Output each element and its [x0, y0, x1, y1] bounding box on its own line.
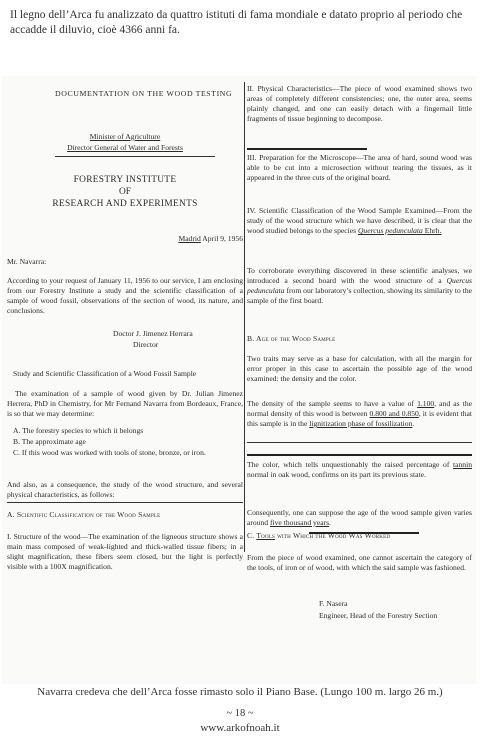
- consequently-text: [247, 508, 472, 528]
- institute-line-1: FORESTRY INSTITUTE: [73, 175, 177, 185]
- item-c: C. If this wood was worked with tools of stone, bronze, or iron.: [13, 448, 206, 457]
- consequently-years: five thousand years: [270, 518, 330, 527]
- consequently-part-2: .: [329, 518, 331, 527]
- section-a-heading: A. Scientific Classification of the Wood Sample: [7, 510, 161, 519]
- color-part-2: normal in oak wood, confirms on its part its previous state.: [247, 470, 426, 479]
- tools-text: From the piece of wood examined, one cannot ascertain the category of the tools, of iron or of wood, with which the said sample was fashioned.: [247, 553, 472, 572]
- minister-line: Minister of Agriculture: [89, 132, 161, 141]
- density-part-3: , it is evident that this sample is in the: [247, 409, 473, 428]
- structure-text: I. Structure of the wood—The examination of the ligneous structure shows a main mass composed of weak-lighted and thick-walled tissue fibers; in a slight magnification, these fibers seem closed, but the light is perfectly visible with a 100X magnification.: [7, 532, 243, 571]
- column-divider: [244, 82, 245, 552]
- section-c-rest: with Which the Wood Was Worked: [275, 531, 391, 540]
- density-text: [247, 399, 472, 429]
- section-rule: [7, 502, 243, 503]
- footer-website: www.arkofnoah.it: [200, 722, 280, 734]
- date-rest: April 9, 1956: [200, 234, 243, 243]
- letterhead-rule: [55, 156, 215, 157]
- density-range: 0.800 and 0.850: [369, 409, 419, 418]
- pen-mark-2: [247, 454, 472, 456]
- study-title: Study and Scientific Classification of a Wood Fossil Sample: [13, 369, 197, 378]
- preparation-text: III. Preparation for the Microscope—The area of hard, sound wood was able to be cut into a microsection without tearing the tissues, as it appeared in the three cuts of the original board.: [247, 153, 472, 182]
- letter-date: [7, 234, 243, 244]
- intro-paragraph: Il legno dell’Arca fu analizzato da quattro istituti di fama mondiale e datato proprio al periodo che accadde il diluvio, cioè 4366 anni fa.: [10, 9, 463, 36]
- species-author: Ehrh.: [422, 226, 442, 235]
- corroborate-post: from our laboratory’s collection, showing its similarity to the sample of the first board.: [247, 286, 472, 305]
- density-part-2: , and as the normal density of this wood is between: [247, 399, 472, 418]
- letter-body: According to your request of January 11, 1956 to our service, I am enclosing from our Forestry Institute a study and the scientific classification of a sample of wood fossil, observations of the section of wood, its nature, and conclusions.: [7, 276, 243, 315]
- section-c-tools: Tools: [256, 531, 276, 540]
- institute-line-3: RESEARCH AND EXPERIMENTS: [52, 199, 198, 209]
- species-name: Quercus pedunculata: [357, 226, 423, 235]
- pen-mark-1: [247, 148, 367, 150]
- date-place: Madrid: [178, 234, 201, 243]
- section-c-heading: [247, 531, 390, 541]
- signer-name: Doctor J. Jimenez Herrara: [113, 329, 193, 338]
- final-signer: F. Nasera: [319, 599, 348, 608]
- footer-caption: Navarra credeva che dell’Arca fosse rimasto solo il Piano Base. (Lungo 100 m. largo 26 m.): [37, 686, 443, 698]
- director-general-line: Director General of Water and Forests: [67, 143, 183, 152]
- color-part-1: The color, which tells unquestionably the raised percentage of: [247, 460, 454, 469]
- section-c-label: C.: [247, 531, 257, 540]
- physical-text: II. Physical Characteristics—The piece of wood examined shows two areas of completely different consistencies; one, the outer area, seems plainly changed, and one can easily detach with a fingernail little fragments of tissue beginning to decompose.: [247, 84, 472, 123]
- classification-pre: IV. Scientific Classification of the Wood Sample Examined—From the study of the wood structure which we have described, it is clear that the wood studied belongs to the species: [247, 206, 472, 235]
- section-b-heading: B. Age of the Wood Sample: [247, 334, 336, 343]
- color-tannin: tannin: [453, 460, 472, 469]
- consequence-text: And also, as a consequence, the study of the wood structure, and several physical characteristics, as follows:: [7, 480, 243, 499]
- color-text: [247, 460, 472, 480]
- density-value: 1.100: [417, 399, 435, 408]
- salutation: Mr. Navarra:: [7, 257, 47, 266]
- corroborate-species: Quercus pedunculata: [247, 276, 472, 295]
- exam-intro: The examination of a sample of wood given by Dr. Julian Jimenez Herrera, PhD in Chemistry, for Mr Fernand Navarra from Bordeaux, France, is so that we may determine:: [7, 389, 243, 418]
- signer-title: Director: [133, 340, 159, 349]
- density-part-4: .: [412, 419, 415, 428]
- item-a: A. The forestry species to which it belongs: [13, 426, 144, 435]
- two-traits-text: Two traits may serve as a base for calculation, with all the margin for error proper in this case to ascertain the possible age of the wood examined: the density and the color.: [247, 354, 472, 383]
- final-title: Engineer, Head of the Forestry Section: [319, 611, 438, 620]
- density-rule: [247, 442, 472, 443]
- institute-line-2: OF: [119, 187, 131, 197]
- density-part-1: The density of the sample seems to have a value of: [247, 399, 418, 408]
- page-number: ~ 18 ~: [226, 708, 254, 719]
- corroborate-pre: To corroborate everything discovered in these scientific analyses, we introduced a second board with the wood structure of a: [247, 266, 472, 285]
- consequently-part-1: Consequently, one can suppose the age of the wood sample given varies around: [247, 508, 472, 527]
- item-b: B. The approximate age: [13, 437, 86, 446]
- doc-heading: DOCUMENTATION ON THE WOOD TESTING: [55, 89, 233, 98]
- density-phase: lignitization phase of fossilization: [309, 419, 413, 428]
- corroborate-text: [247, 266, 472, 306]
- classification-text: [247, 206, 472, 236]
- scanned-document: [2, 76, 476, 684]
